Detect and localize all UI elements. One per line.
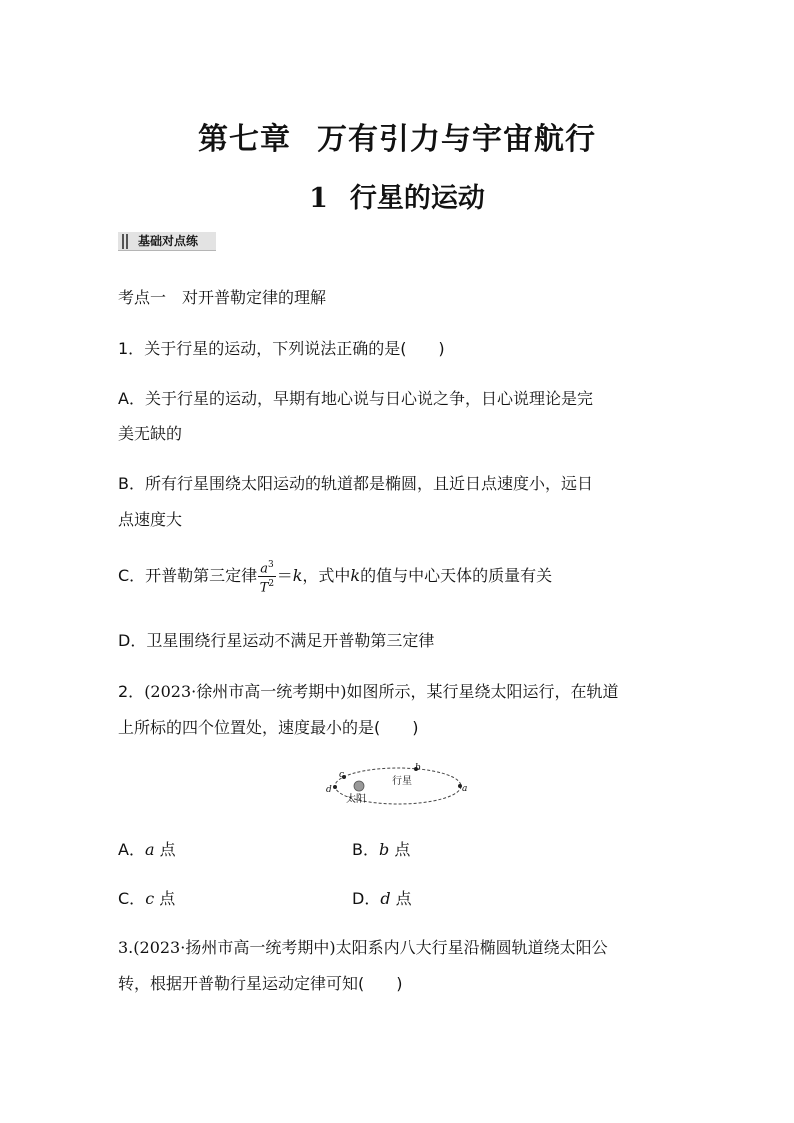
q3-number: 3. xyxy=(118,938,134,957)
topic-title: 对开普勒定律的理解 xyxy=(182,288,327,307)
topic-label: 考点一 xyxy=(118,288,167,307)
constant-k: k xyxy=(292,566,303,585)
q2-option-b-label: B． xyxy=(352,840,379,859)
constant-k-ref: k xyxy=(350,566,361,585)
q2-stem-line1 xyxy=(118,679,688,702)
q2-number: 2． xyxy=(118,682,145,701)
q2-stem-text: 如图所示，某行星绕太阳运行，在轨道 xyxy=(346,682,619,701)
label-c: c xyxy=(339,770,345,780)
q2-option-a-label: A． xyxy=(118,840,145,859)
section-name: 行星的运动 xyxy=(349,183,485,214)
q2-option-b-suffix: 点 xyxy=(394,840,411,859)
q2-option-a-suffix: 点 xyxy=(159,840,176,859)
topic-heading xyxy=(118,285,688,308)
q1-option-b-line2: 点速度大 xyxy=(118,510,183,529)
q1-number: 1． xyxy=(118,339,145,358)
fraction-denominator: T xyxy=(259,580,269,596)
label-d: d xyxy=(326,785,332,795)
q2-option-a-var: a xyxy=(144,840,155,859)
section-number: 1 xyxy=(309,183,328,214)
q2-option-b xyxy=(352,837,410,860)
orbit-diagram xyxy=(322,762,472,808)
denominator-exponent: 2 xyxy=(268,579,275,589)
badge-label: 基础对点练 xyxy=(138,234,199,248)
q2-options-row2 xyxy=(118,886,688,909)
label-a: a xyxy=(462,784,468,794)
label-b: b xyxy=(415,763,421,773)
q2-option-c-label: C． xyxy=(118,889,146,908)
q3-stem-line1 xyxy=(118,935,688,958)
sun-label: 太阳 xyxy=(346,794,366,805)
q2-option-d-label: D． xyxy=(352,889,381,908)
chapter-label: 第七章 xyxy=(198,122,291,157)
q2-option-a xyxy=(118,840,176,859)
q3-stem-line2: 转，根据开普勒行星运动定律可知( ) xyxy=(118,974,403,993)
q2-stem-line2: 上所标的四个位置处，速度最小的是( ) xyxy=(118,718,419,737)
q2-option-c xyxy=(118,889,175,908)
q1-option-c-prefix: C．开普勒第三定律 xyxy=(118,566,258,585)
q1-option-c-suffix: 的值与中心天体的质量有关 xyxy=(360,566,553,585)
q2-option-d-suffix: 点 xyxy=(395,889,412,908)
point-d-marker xyxy=(333,785,337,789)
q3-source: (2023·扬州市高一统考期中) xyxy=(133,938,336,957)
sun-icon xyxy=(354,781,364,791)
q1-option-c-mid: ，式中 xyxy=(302,566,351,585)
q2-source: (2023·徐州市高一统考期中) xyxy=(144,682,347,701)
q1-option-a-line1: A．关于行星的运动，早期有地心说与日心说之争，日心说理论是完 xyxy=(118,389,593,408)
q1-stem-text: 关于行星的运动，下列说法正确的是( ) xyxy=(144,339,445,358)
q1-option-b-line1: B．所有行星围绕太阳运动的轨道都是椭圆，且近日点速度小，远日 xyxy=(118,474,593,493)
q2-option-c-var: c xyxy=(145,889,155,908)
q1-option-c xyxy=(118,552,688,600)
numerator-exponent: 3 xyxy=(267,559,274,570)
fraction-numerator: a xyxy=(260,561,268,576)
orbit-figure xyxy=(322,762,472,808)
q2-option-d xyxy=(352,886,412,909)
planet-label: 行星 xyxy=(392,776,412,787)
q2-option-d-var: d xyxy=(380,889,391,908)
chapter-title xyxy=(0,114,794,158)
q3-stem-text: 太阳系内八大行星沿椭圆轨道绕太阳公 xyxy=(335,938,608,957)
kepler-fraction xyxy=(258,558,276,596)
q1-stem xyxy=(118,336,688,359)
chapter-name: 万有引力与宇宙航行 xyxy=(317,122,596,157)
section-title xyxy=(0,176,794,215)
q1-option-d: D．卫星围绕行星运动不满足开普勒第三定律 xyxy=(118,631,435,650)
q2-option-c-suffix: 点 xyxy=(159,889,176,908)
q2-options-row1 xyxy=(118,837,688,860)
equals-sign: ＝ xyxy=(276,566,293,585)
q1-option-a-line2: 美无缺的 xyxy=(118,424,183,443)
badge-bars-icon xyxy=(122,234,132,249)
basic-practice-badge xyxy=(118,232,216,251)
q2-option-b-var: b xyxy=(378,840,390,859)
